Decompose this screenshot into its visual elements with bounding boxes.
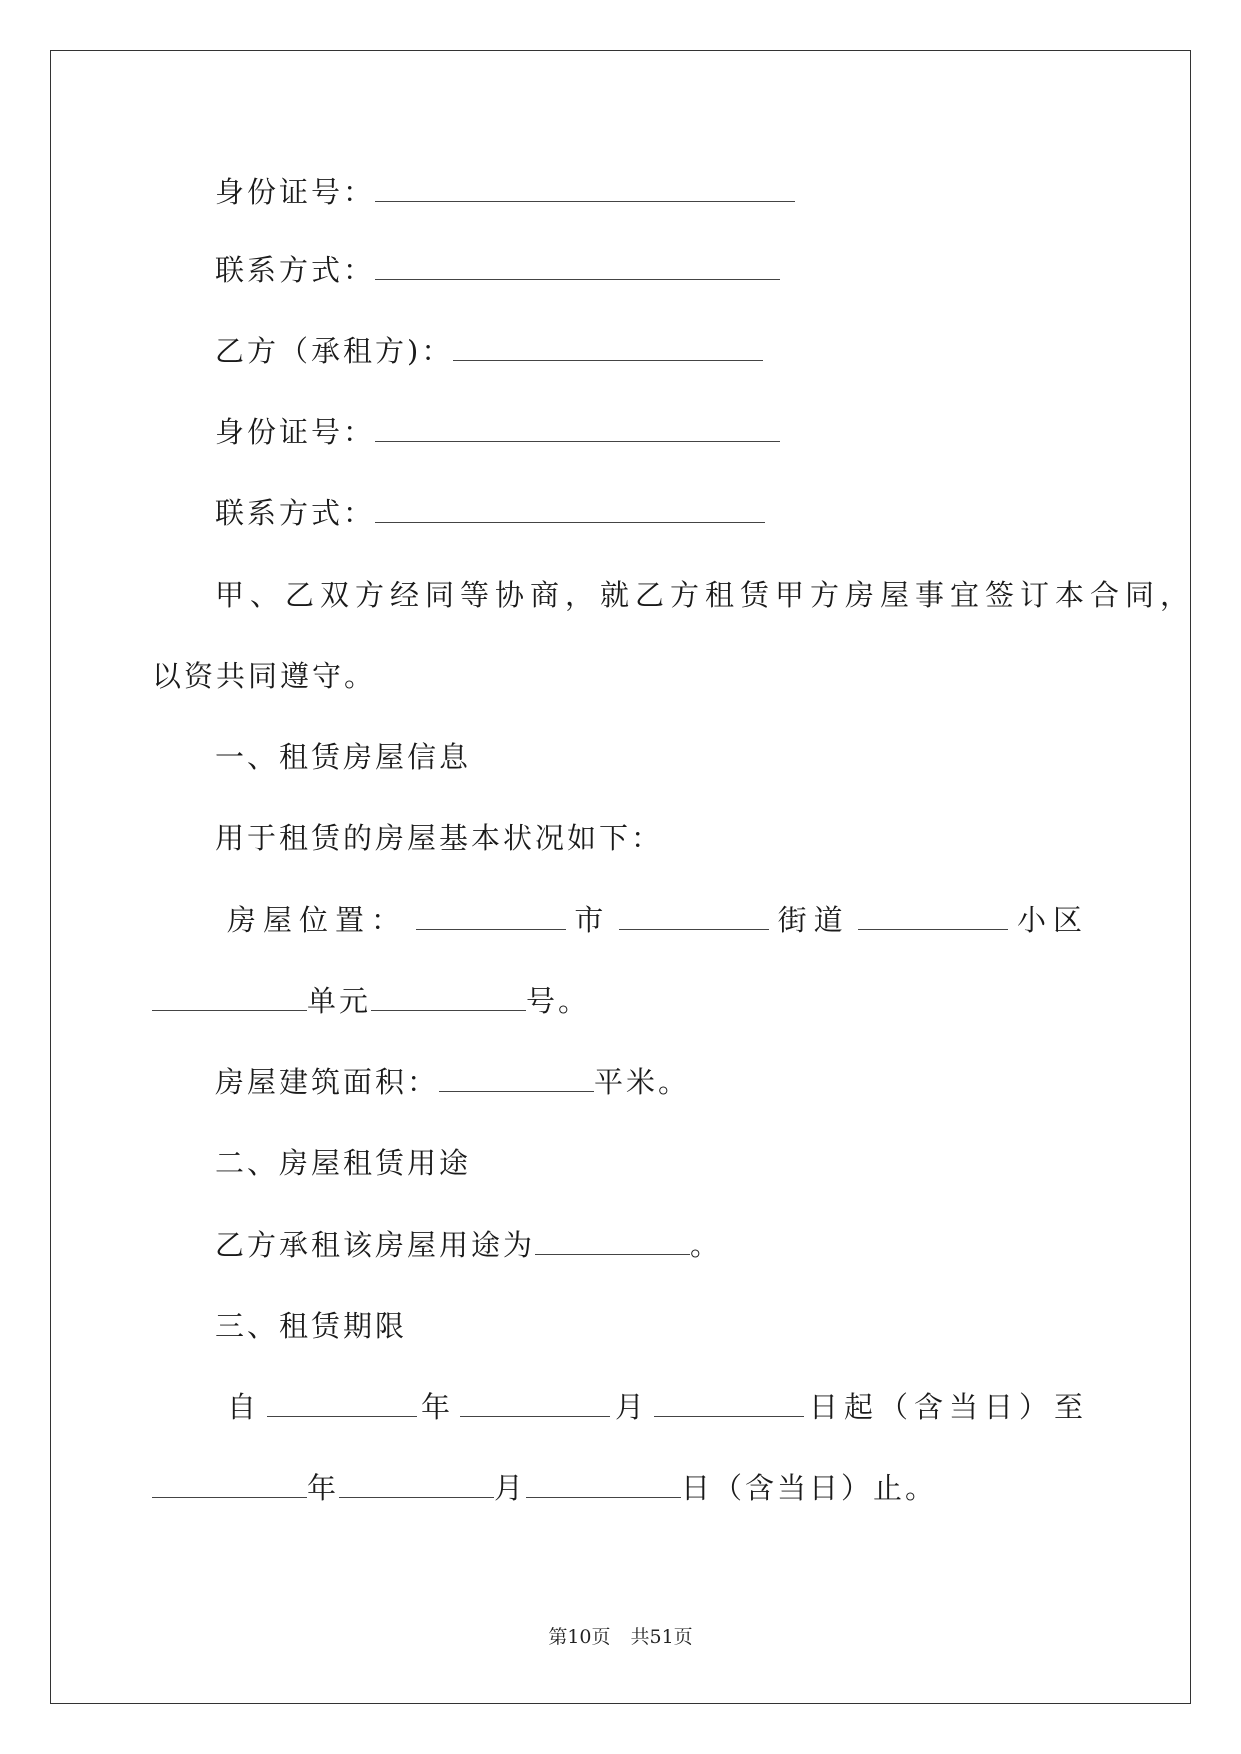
section-1-heading: 一、租赁房屋信息 bbox=[215, 740, 472, 774]
contact-blank-b[interactable] bbox=[375, 496, 765, 523]
id-number-line-b bbox=[215, 414, 780, 450]
section-2-heading: 二、房屋租赁用途 bbox=[215, 1146, 472, 1180]
year-label: 年 bbox=[420, 1390, 456, 1424]
page-number: 第10页 bbox=[548, 1626, 611, 1648]
location-blank-2[interactable] bbox=[619, 903, 769, 930]
location-blank-1[interactable] bbox=[416, 903, 566, 930]
id-number-line-a bbox=[215, 174, 795, 210]
section-1-description: 用于租赁的房屋基本状况如下： bbox=[215, 821, 664, 855]
month-label: 月 bbox=[614, 1390, 650, 1424]
intro-paragraph-line-2: 以资共同遵守。 bbox=[152, 659, 377, 693]
unit-blank[interactable] bbox=[371, 984, 526, 1011]
contact-label-b: 联系方式： bbox=[215, 496, 376, 530]
party-b-line bbox=[215, 333, 763, 369]
area-unit: 平米。 bbox=[594, 1065, 691, 1099]
day-to-label: 日（含当日）止。 bbox=[681, 1471, 938, 1505]
usage-blank[interactable] bbox=[535, 1228, 690, 1255]
day-from-label: 日起（含当日）至 bbox=[808, 1390, 1089, 1424]
location-city-label: 市 bbox=[574, 903, 611, 937]
page-border bbox=[50, 50, 1191, 1704]
location-label: 房屋位置： bbox=[227, 903, 408, 937]
usage-label: 乙方承租该房屋用途为 bbox=[215, 1228, 536, 1262]
id-number-blank-b[interactable] bbox=[375, 415, 780, 442]
party-b-label: 乙方（承租方)： bbox=[215, 334, 454, 368]
area-blank[interactable] bbox=[439, 1065, 594, 1092]
start-month-blank[interactable] bbox=[460, 1390, 610, 1417]
page-footer bbox=[0, 1625, 1241, 1649]
party-b-blank[interactable] bbox=[453, 334, 763, 361]
building-blank[interactable] bbox=[152, 984, 307, 1011]
end-year-blank[interactable] bbox=[152, 1471, 307, 1498]
section-3-heading: 三、租赁期限 bbox=[215, 1309, 408, 1343]
number-label: 号。 bbox=[526, 984, 591, 1018]
unit-label: 单元 bbox=[307, 984, 372, 1018]
unit-line bbox=[152, 983, 590, 1019]
usage-line bbox=[215, 1227, 722, 1263]
location-street-label: 街道 bbox=[777, 903, 850, 937]
start-year-blank[interactable] bbox=[267, 1390, 417, 1417]
end-month-blank[interactable] bbox=[339, 1471, 494, 1498]
page-total: 共51页 bbox=[630, 1626, 693, 1648]
id-number-blank[interactable] bbox=[375, 175, 795, 202]
term-start-line bbox=[227, 1389, 1089, 1425]
start-day-blank[interactable] bbox=[654, 1390, 804, 1417]
contact-line-a bbox=[215, 252, 780, 288]
id-number-label: 身份证号： bbox=[215, 175, 376, 209]
contact-line-b bbox=[215, 495, 765, 531]
location-district-label: 小区 bbox=[1016, 903, 1089, 937]
end-day-blank[interactable] bbox=[526, 1471, 681, 1498]
contact-blank[interactable] bbox=[375, 253, 780, 280]
from-label: 自 bbox=[227, 1390, 263, 1424]
contact-label: 联系方式： bbox=[215, 253, 376, 287]
area-line bbox=[215, 1064, 690, 1100]
location-line bbox=[227, 902, 1089, 938]
area-label: 房屋建筑面积： bbox=[215, 1065, 440, 1099]
month-label-2: 月 bbox=[494, 1471, 527, 1505]
intro-paragraph-line-1: 甲、乙双方经同等协商，就乙方租赁甲方房屋事宜签订本合同， bbox=[215, 578, 1196, 612]
year-label-2: 年 bbox=[307, 1471, 340, 1505]
location-blank-3[interactable] bbox=[858, 903, 1008, 930]
usage-end: 。 bbox=[690, 1228, 723, 1262]
id-number-label-b: 身份证号： bbox=[215, 415, 376, 449]
term-end-line bbox=[152, 1470, 937, 1506]
